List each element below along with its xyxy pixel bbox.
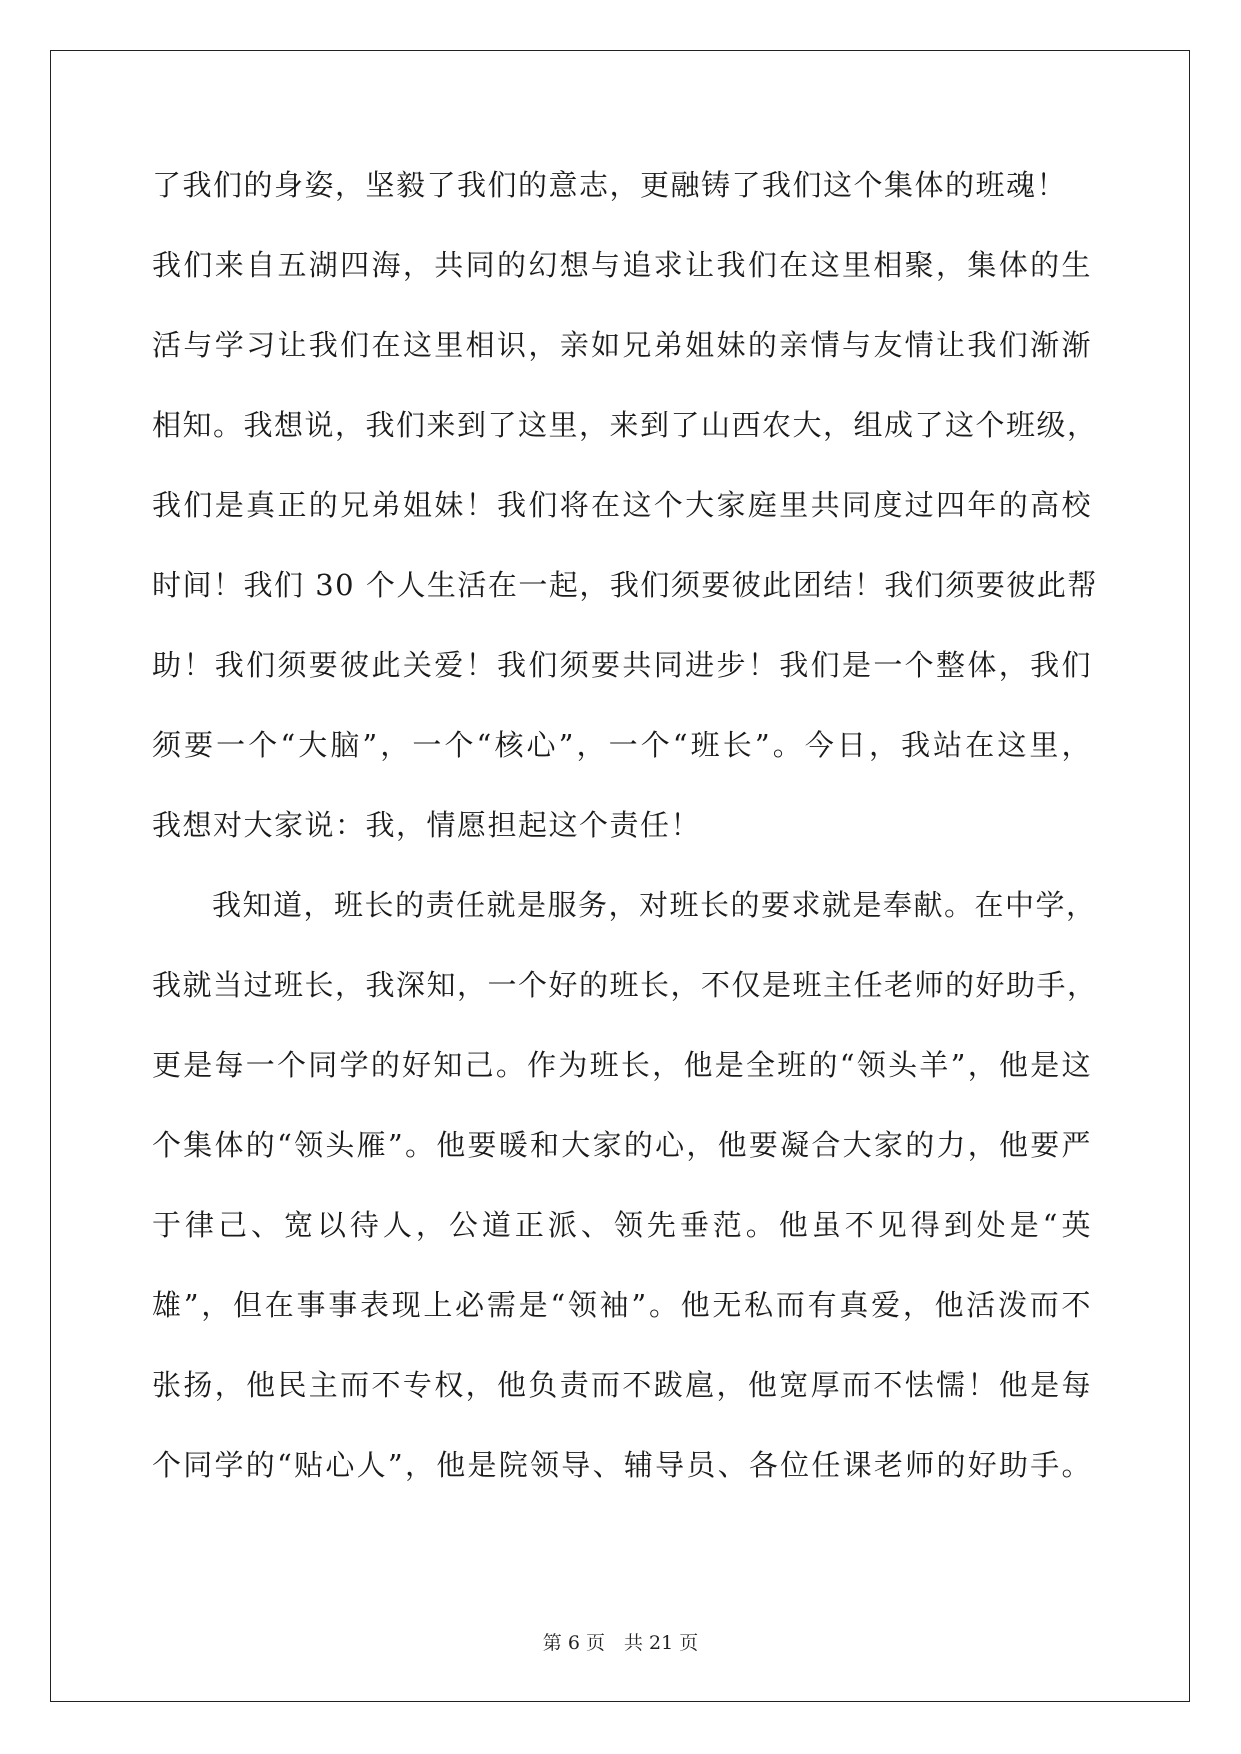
text-line: 须要一个“大脑”，一个“核心”，一个“班长”。今日，我站在这里， bbox=[152, 728, 1092, 762]
text-line: 个集体的“领头雁”。他要暖和大家的心，他要凝合大家的力，他要严 bbox=[152, 1128, 1092, 1162]
text-line: 更是每一个同学的好知己。作为班长，他是全班的“领头羊”，他是这 bbox=[152, 1048, 1092, 1082]
text-line: 时间！我们 30 个人生活在一起，我们须要彼此团结！我们须要彼此帮 bbox=[152, 568, 1098, 602]
text-line: 相知。我想说，我们来到了这里，来到了山西农大，组成了这个班级， bbox=[152, 408, 1098, 442]
text-line: 于律己、宽以待人，公道正派、领先垂范。他虽不见得到处是“英 bbox=[152, 1208, 1092, 1242]
text-line: 雄”，但在事事表现上必需是“领袖”。他无私而有真爱，他活泼而不 bbox=[152, 1288, 1092, 1322]
text-line: 活与学习让我们在这里相识，亲如兄弟姐妹的亲情与友情让我们渐渐 bbox=[152, 328, 1092, 362]
text-line: 助！我们须要彼此关爱！我们须要共同进步！我们是一个整体，我们 bbox=[152, 648, 1092, 682]
text-line: 我们来自五湖四海，共同的幻想与追求让我们在这里相聚，集体的生 bbox=[152, 248, 1092, 282]
text-line: 我想对大家说：我，情愿担起这个责任！ bbox=[152, 808, 702, 842]
text-line: 张扬，他民主而不专权，他负责而不跋扈，他宽厚而不怯懦！他是每 bbox=[152, 1368, 1092, 1402]
document-body bbox=[152, 165, 1098, 1525]
text-line: 我们是真正的兄弟姐妹！我们将在这个大家庭里共同度过四年的高校 bbox=[152, 488, 1092, 522]
page-number-footer: 第 6 页 共 21 页 bbox=[542, 1632, 699, 1654]
text-line: 了我们的身姿，坚毅了我们的意志，更融铸了我们这个集体的班魂！ bbox=[152, 168, 1068, 202]
text-line: 我就当过班长，我深知，一个好的班长，不仅是班主任老师的好助手， bbox=[152, 968, 1098, 1002]
text-line: 我知道，班长的责任就是服务，对班长的要求就是奉献。在中学， bbox=[212, 888, 1097, 922]
text-line: 个同学的“贴心人”，他是院领导、辅导员、各位任课老师的好助手。 bbox=[152, 1448, 1092, 1482]
